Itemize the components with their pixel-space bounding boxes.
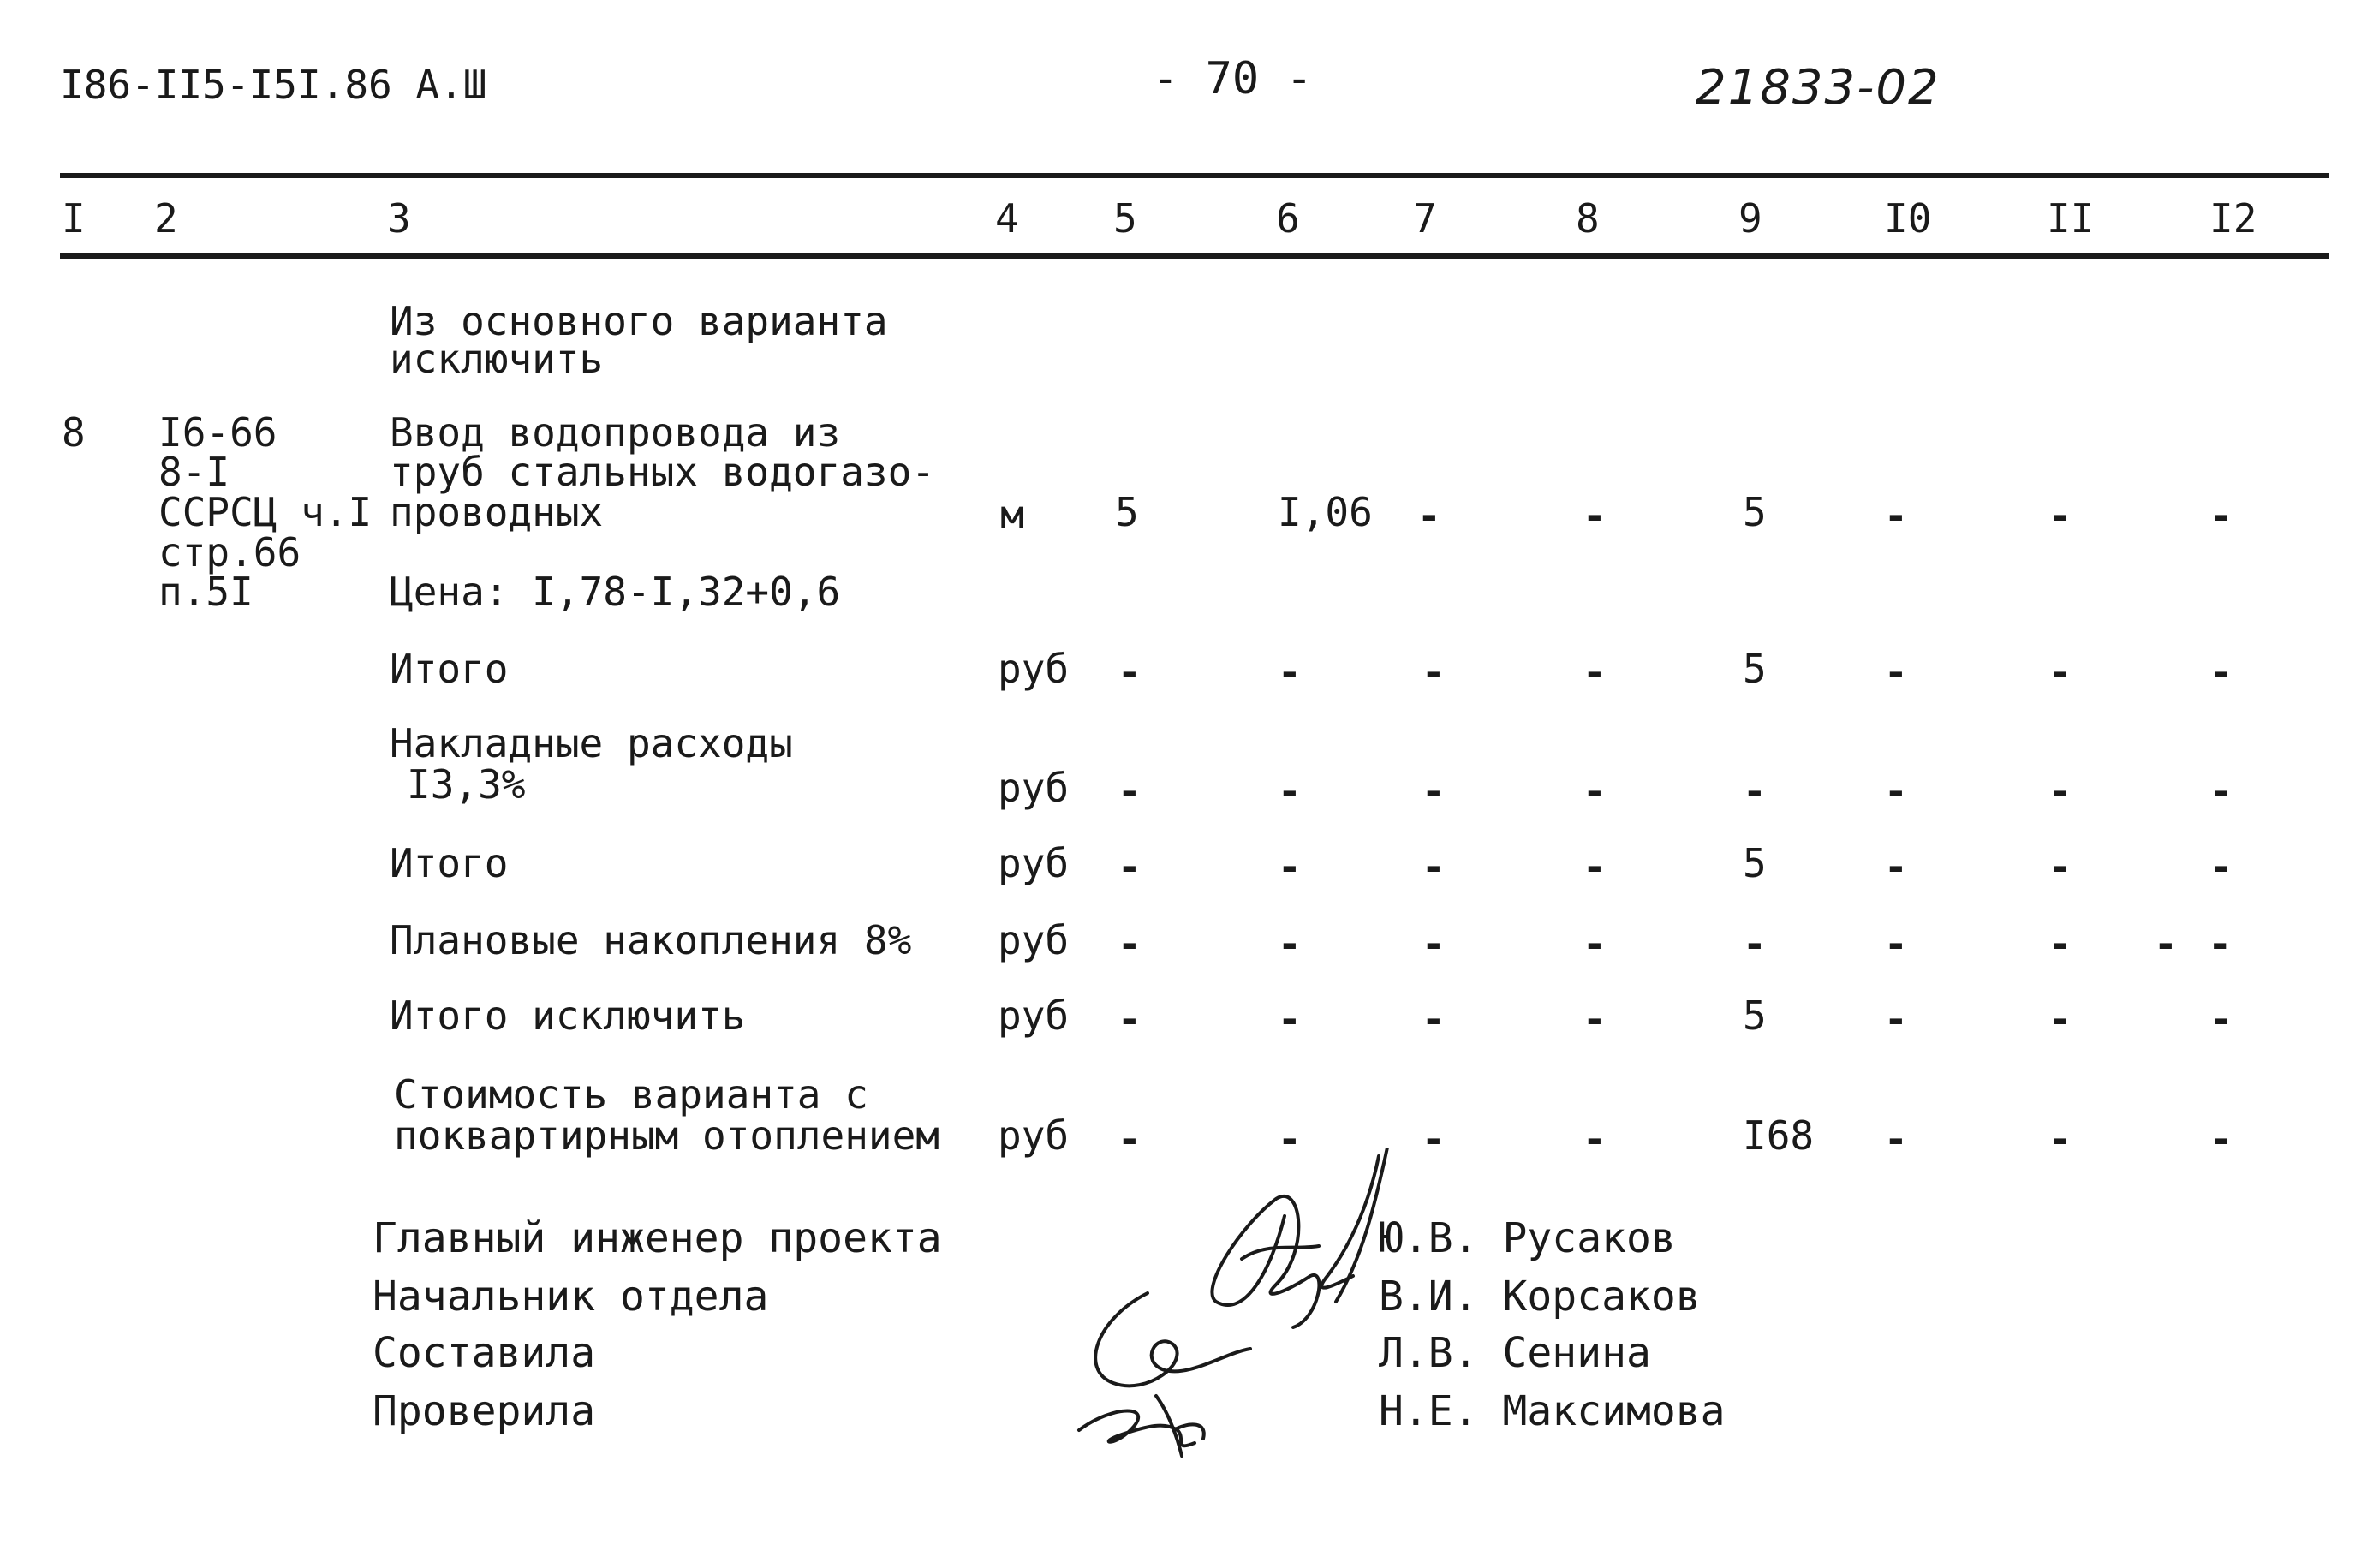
column-number-12: I2 xyxy=(2209,195,2257,241)
row-5-unit: руб xyxy=(998,993,1070,1039)
column-number-5: 5 xyxy=(1113,195,1137,241)
row-2-col7: - xyxy=(1422,768,1446,814)
row-6-col9: I68 xyxy=(1743,1112,1815,1159)
signature-name-4: Н.Е. Максимова xyxy=(1379,1387,1726,1435)
row-5-col11: - xyxy=(2048,996,2072,1042)
item-number: 8 xyxy=(62,409,86,456)
table-header-rule xyxy=(60,253,2329,259)
row-3-col12: - xyxy=(2209,844,2233,890)
row-6-col10: - xyxy=(1884,1116,1908,1162)
handwritten-signatures xyxy=(1028,1148,1422,1490)
row-5-col10: - xyxy=(1884,996,1908,1042)
row-3-col10: - xyxy=(1884,844,1908,890)
row-4-col8: - xyxy=(1583,921,1607,967)
item-ref-line-3: ССРСЦ ч.I xyxy=(158,489,373,535)
row-4-label: Плановые накопления 8% xyxy=(390,917,912,963)
column-number-11: II xyxy=(2047,195,2095,241)
row-5-col7: - xyxy=(1422,996,1446,1042)
column-number-10: I0 xyxy=(1884,195,1932,241)
row-3-col9: 5 xyxy=(1743,840,1767,886)
row-5-col8: - xyxy=(1583,996,1607,1042)
item-col10: - xyxy=(1884,492,1908,539)
item-ref-line-5: п.5I xyxy=(158,569,253,615)
row-5-label: Итого исключить xyxy=(390,993,746,1039)
row-4-col10: - xyxy=(1884,921,1908,967)
row-6-col12: - xyxy=(2209,1116,2233,1162)
column-number-8: 8 xyxy=(1576,195,1600,241)
row-6-unit: руб xyxy=(998,1112,1070,1159)
row-2-col12: - xyxy=(2209,768,2233,814)
item-price: Цена: I,78-I,32+0,6 xyxy=(390,569,841,615)
column-number-4: 4 xyxy=(995,195,1019,241)
row-6-col7: - xyxy=(1422,1116,1446,1162)
item-ref-line-1: I6-66 xyxy=(158,409,277,456)
item-col11: - xyxy=(2048,492,2072,539)
row-4-col5: - xyxy=(1118,921,1142,967)
signature-name-1: Ю.В. Русаков xyxy=(1379,1214,1676,1262)
item-desc-line-1: Ввод водопровода из xyxy=(390,409,841,456)
document-number: 21833-02 xyxy=(1696,60,1941,116)
row-5-col12: - xyxy=(2209,996,2233,1042)
section-title-line-1: Из основного варианта xyxy=(390,298,888,344)
item-col5: 5 xyxy=(1115,489,1139,535)
signature-role-3: Составила xyxy=(373,1329,596,1377)
row-5-col5: - xyxy=(1118,996,1142,1042)
column-number-1: I xyxy=(62,195,86,241)
table-top-rule xyxy=(60,173,2329,178)
row-6-col6: - xyxy=(1278,1116,1302,1162)
item-unit: м xyxy=(1000,492,1024,538)
column-number-9: 9 xyxy=(1738,195,1762,241)
row-6-label-line-1: Стоимость варианта с xyxy=(394,1071,868,1118)
column-number-3: 3 xyxy=(387,195,411,241)
row-1-col11: - xyxy=(2048,649,2072,695)
row-4-col9: - xyxy=(1743,921,1767,967)
row-1-col7: - xyxy=(1422,649,1446,695)
item-ref-line-4: стр.66 xyxy=(158,529,301,575)
signature-name-3: Л.В. Сенина xyxy=(1379,1329,1651,1377)
signature-name-2: В.И. Корсаков xyxy=(1379,1273,1701,1321)
item-ref-line-2: 8-I xyxy=(158,449,230,495)
row-4-col7: - xyxy=(1422,921,1446,967)
row-2-col6: - xyxy=(1278,768,1302,814)
column-number-6: 6 xyxy=(1276,195,1300,241)
item-col8: - xyxy=(1583,492,1607,539)
row-4-unit: руб xyxy=(998,917,1070,963)
item-col9: 5 xyxy=(1743,489,1767,535)
row-3-col6: - xyxy=(1278,844,1302,890)
signature-role-2: Начальник отдела xyxy=(373,1273,769,1321)
row-2-col8: - xyxy=(1583,768,1607,814)
row-1-col8: - xyxy=(1583,649,1607,695)
row-2-col5: - xyxy=(1118,768,1142,814)
document-code: I86-II5-I5I.86 А.Ш xyxy=(60,62,487,108)
column-number-7: 7 xyxy=(1413,195,1437,241)
item-col12: - xyxy=(2209,492,2233,539)
row-1-col6: - xyxy=(1278,649,1302,695)
row-1-col10: - xyxy=(1884,649,1908,695)
row-6-col5: - xyxy=(1118,1116,1142,1162)
row-3-col5: - xyxy=(1118,844,1142,890)
row-1-col9: 5 xyxy=(1743,646,1767,692)
row-1-col5: - xyxy=(1118,649,1142,695)
item-desc-line-2: труб стальных водогазо- xyxy=(390,449,935,495)
row-1-unit: руб xyxy=(998,646,1070,692)
signature-role-1: Главный инженер проекта xyxy=(373,1214,942,1262)
row-2-col11: - xyxy=(2048,768,2072,814)
row-4-col6: - xyxy=(1278,921,1302,967)
signature-role-4: Проверила xyxy=(373,1387,596,1435)
row-3-col8: - xyxy=(1583,844,1607,890)
item-col7: - xyxy=(1417,492,1441,539)
row-3-unit: руб xyxy=(998,840,1070,886)
row-5-col9: 5 xyxy=(1743,993,1767,1039)
row-2-col10: - xyxy=(1884,768,1908,814)
row-3-col7: - xyxy=(1422,844,1446,890)
row-1-label: Итого xyxy=(390,646,509,692)
item-desc-line-3: проводных xyxy=(390,489,604,535)
row-6-col11: - xyxy=(2048,1116,2072,1162)
row-2-col9: - xyxy=(1743,768,1767,814)
row-4-col11: - xyxy=(2048,921,2072,967)
row-2-label-line-1: Накладные расходы xyxy=(390,720,793,766)
page-number: - 70 - xyxy=(1152,53,1313,104)
item-col6: I,06 xyxy=(1278,489,1373,535)
row-2-unit: руб xyxy=(998,765,1070,811)
column-number-2: 2 xyxy=(154,195,178,241)
row-4-col12: - - xyxy=(2154,921,2233,967)
row-3-label: Итого xyxy=(390,840,509,886)
section-title-line-2: исключить xyxy=(390,336,604,382)
row-3-col11: - xyxy=(2048,844,2072,890)
row-1-col12: - xyxy=(2209,649,2233,695)
row-6-col8: - xyxy=(1583,1116,1607,1162)
row-5-col6: - xyxy=(1278,996,1302,1042)
row-2-label-line-2: I3,3% xyxy=(407,761,526,808)
row-6-label-line-2: поквартирным отоплением xyxy=(394,1112,939,1159)
